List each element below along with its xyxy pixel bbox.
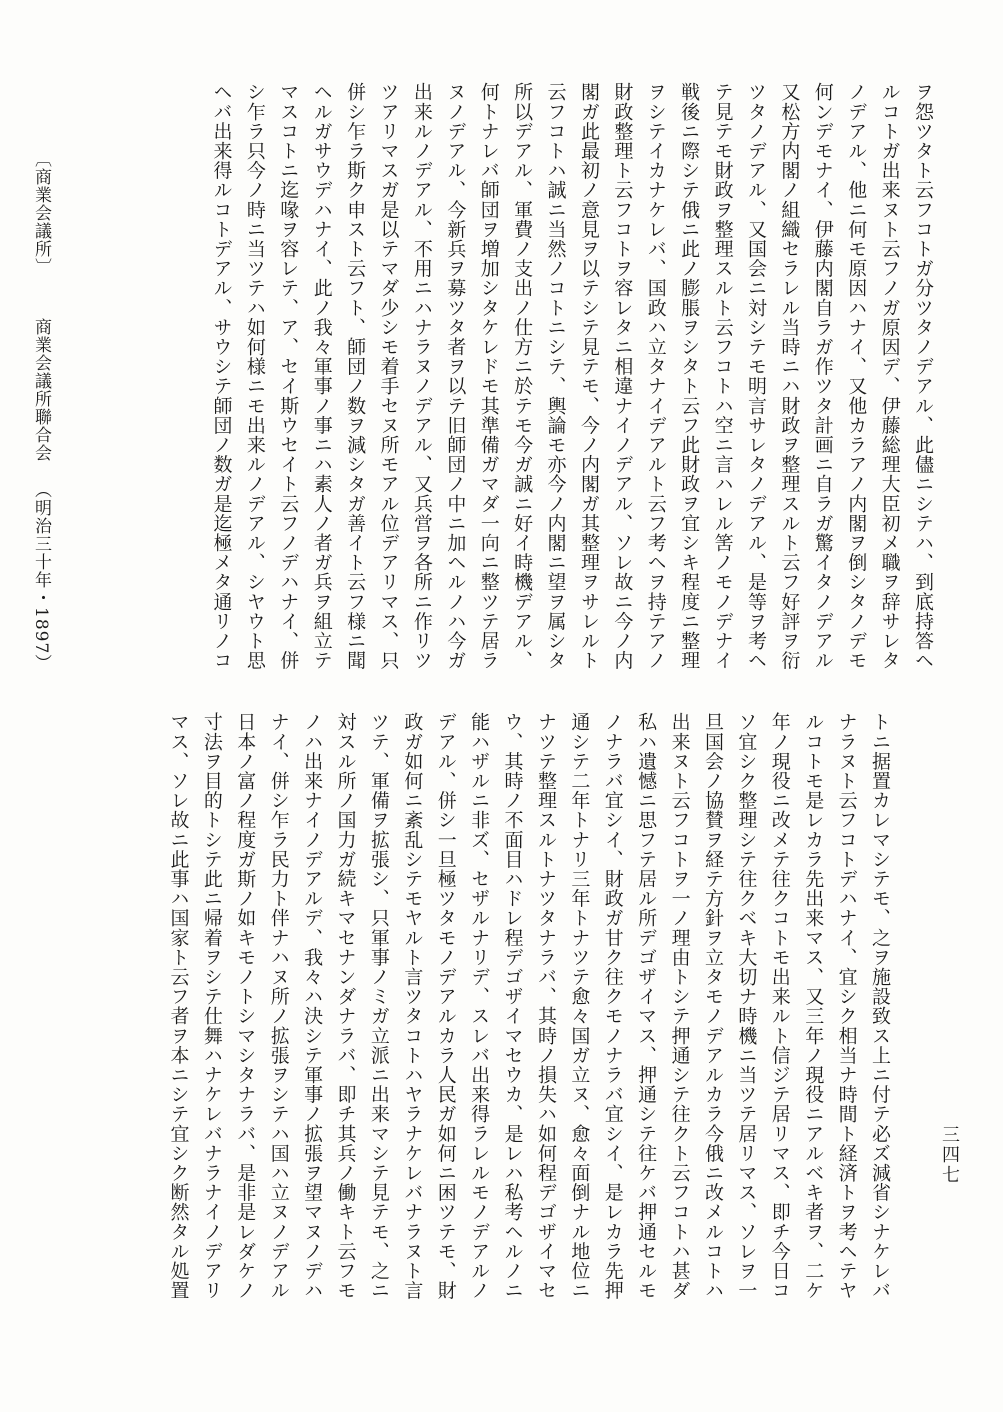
text-column: ツテ、軍備ヲ拡張シ、只軍事ノミガ立派ニ出来マシテ見テモ、之ニ	[367, 712, 390, 1300]
text-column: 何トナレバ師団ヲ増加シタケレドモ其準備ガマダ一向ニ整ツテ居ラ	[477, 82, 500, 670]
text-column: 所以デアル、軍費ノ支出ノ仕方ニ於テモ今ガ誠ニ好イ時機デアル、	[511, 82, 534, 670]
text-column: ルコトガ出来ヌト云フノガ原因デ、伊藤総理大臣初メ職ヲ辞サレタ	[878, 82, 901, 670]
text-column: ナラヌト云フコトデハナイ、宜シク相当ナ時間ト経済トヲ考ヘテヤ	[835, 712, 858, 1300]
text-column: デアル、併シ一旦極ツタモノデアルカラ人民ガ如何ニ困ツテモ、財	[434, 712, 457, 1300]
text-column: マス、ソレ故ニ此事ハ国家ト云フ者ヲ本ニシテ宜シク断然タル処置	[167, 712, 190, 1300]
text-column: 対スル所ノ国力ガ続キマセナンダナラバ、即チ其兵ノ働キト云フモ	[334, 712, 357, 1300]
text-column: ナイ、併シ乍ラ民力ト伴ナハヌ所ノ拡張ヲシテハ国ハ立ヌノデアル	[267, 712, 290, 1300]
text-column: ヲシテイカナケレバ、国政ハ立タナイデアルト云フ考ヘヲ持テアノ	[644, 82, 667, 670]
text-column: 閣ガ此最初ノ意見ヲ以テシテ見テモ、今ノ内閣ガ其整理ヲサレルト	[577, 82, 600, 670]
text-column: 云フコトハ誠ニ当然ノコトニシテ、輿論モ亦今ノ内閣ニ望ヲ属シタ	[544, 82, 567, 670]
text-column: 併シ乍ラ斯ク申スト云フト、師団ノ数ヲ減シタガ善イト云フ様ニ聞	[344, 82, 367, 670]
text-column: ツアリマスガ是以テマダ少シモ着手セヌ所モアル位デアリマス、只	[377, 82, 400, 670]
text-column: 旦国会ノ協賛ヲ経テ方針ヲ立タモノデアルカラ今俄ニ改メルコトハ	[701, 712, 724, 1300]
text-column: ウ、其時ノ不面目ハドレ程デゴザイマセウカ、是レハ私考ヘルノニ	[501, 712, 524, 1300]
text-column: ナツテ整理スルトナツタナラバ、其時ノ損失ハ如何程デゴザイマセ	[534, 712, 557, 1300]
text-column: 私ハ遺憾ニ思フテ居ル所デゴザイマス、押通シテ往ケバ押通セルモ	[635, 712, 658, 1300]
text-column: 財政整理ト云フコトヲ容レタニ相違ナイノデアル、ソレ故ニ今ノ内	[611, 82, 634, 670]
text-column: 能ハザルニ非ズ、セザルナリデ、スレバ出来得ラレルモノデアルノ	[468, 712, 491, 1300]
text-column: ルコトモ是レカラ先出来マス、又三年ノ現役ニアルベキ者ヲ、二ケ	[802, 712, 825, 1300]
text-column: ヌノデアル、今新兵ヲ募ツタ者ヲ以テ旧師団ノ中ニ加ヘルノハ今ガ	[444, 82, 467, 670]
text-column: 寸法ヲ目的トシテ此ニ帰着ヲシテ仕舞ハナケレバナラナイノデアリ	[200, 712, 223, 1300]
text-column: ヘルガサウデハナイ、此ノ我々軍事ノ事ニハ素人ノ者ガ兵ヲ組立テ	[310, 82, 333, 670]
text-column: シ乍ラ只今ノ時ニ当ツテハ如何様ニモ出来ルノデアル、シヤウト思	[243, 82, 266, 670]
text-column: ヘバ出来得ルコトデアル、サウシテ師団ノ数ガ是迄極メタ通リノコ	[210, 82, 233, 670]
running-head	[28, 150, 54, 673]
running-head-era: （明治三十年・1897）	[31, 480, 51, 673]
text-column: ツタノデアル、又国会ニ対シテモ明言サレタノデアル、是等ヲ考ヘ	[744, 82, 767, 670]
text-column: 戦後ニ際シテ俄ニ此ノ膨脹ヲシタト云フ此財政ヲ宜シキ程度ニ整理	[678, 82, 701, 670]
page-number: 三四七	[939, 1125, 960, 1185]
text-column: ヲ怨ツタト云フコトガ分ツタノデアル、此儘ニシテハ、到底持答ヘ	[912, 82, 934, 670]
running-head-title: 商業会議所聯合会	[31, 318, 51, 463]
text-column: 又松方内閣ノ組織セラレル当時ニハ財政ヲ整理スルト云フ好評ヲ衍	[778, 82, 801, 670]
text-column: 通シテ二年トナリ三年トナツテ愈々国ガ立ヌ、愈々面倒ナル地位ニ	[568, 712, 591, 1300]
text-column: ソ宜シク整理シテ往クベキ大切ナ時機ニ当ツテ居リマス、ソレヲ一	[735, 712, 758, 1300]
text-column: ノデアル、他ニ何モ原因ハナイ、又他カラアノ内閣ヲ倒シタノデモ	[845, 82, 868, 670]
text-column: 出来ルノデアル、不用ニハナラヌノデアル、又兵営ヲ各所ニ作リツ	[410, 82, 433, 670]
text-column: マスコトニ迄喙ヲ容レテ、ア、セイ斯ウセイト云フノデハナイ、併	[277, 82, 300, 670]
text-column: 日本ノ富ノ程度ガ斯ノ如キモノトシマシタナラバ、是非是レダケノ	[234, 712, 257, 1300]
text-column: 何ンデモナイ、伊藤内閣自ラガ作ツタ計画ニ自ラガ驚イタノデアル	[811, 82, 834, 670]
text-column: テ見テモ財政ヲ整理スルト云フコトハ空ニ言ハレル筈ノモノデナイ	[711, 82, 734, 670]
running-head-section: 〔商業会議所〕	[31, 150, 51, 276]
text-column: 政ガ如何ニ紊乱シテモヤルト言ツタコトハヤラナケレバナラヌト言	[401, 712, 424, 1300]
lower-text-block	[161, 712, 896, 1312]
text-column: ノナラバ宜シイ、財政ガ甘ク往クモノナラバ宜シイ、是レカラ先押	[601, 712, 624, 1300]
upper-text-block	[204, 82, 939, 682]
text-column: 出来ヌト云フコトヲ一ノ理由トシテ押通シテ往クト云フコトハ甚ダ	[668, 712, 691, 1300]
text-column: トニ据置カレマシテモ、之ヲ施設致ス上ニ付テ必ズ減省シナケレバ	[869, 712, 891, 1300]
text-column: ノハ出来ナイノデアルデ、我々ハ決シテ軍事ノ拡張ヲ望マヌノデハ	[301, 712, 324, 1300]
text-column: 年ノ現役ニ改メテ往クコトモ出来ルト信ジテ居リマス、即チ今日コ	[768, 712, 791, 1300]
